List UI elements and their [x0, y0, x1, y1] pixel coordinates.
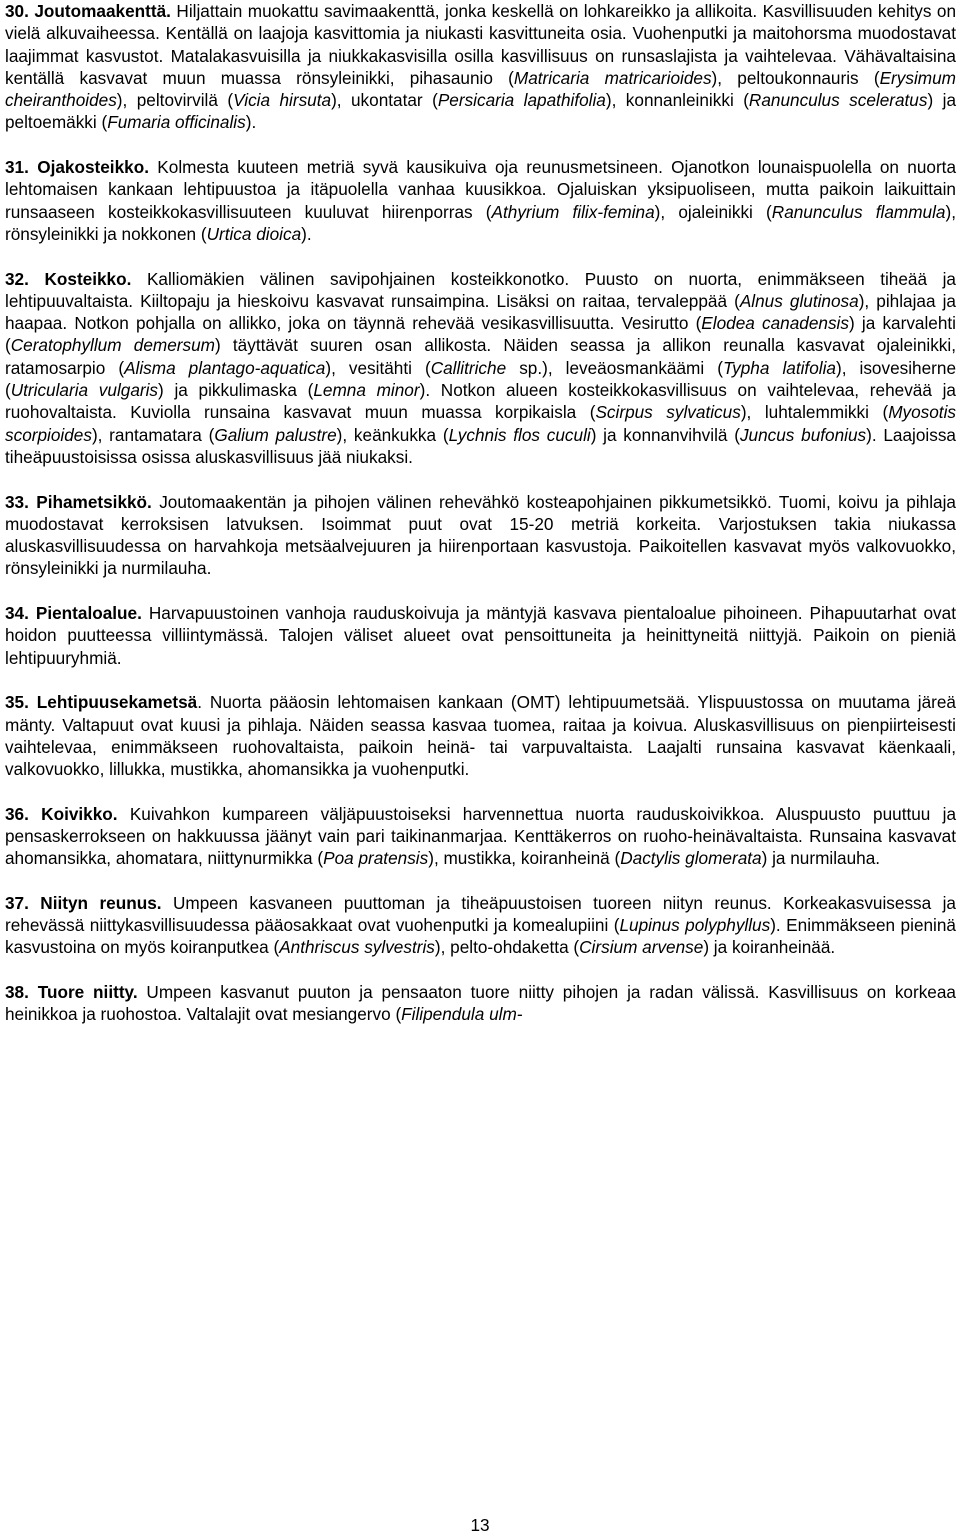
section-heading: 38. Tuore niitty. — [5, 982, 138, 1003]
section-38 — [5, 981, 956, 1026]
species-name: Lemna minor — [313, 380, 420, 401]
section-text: ), mustikka, koiranheinä ( — [428, 848, 621, 869]
section-text: ), isovesiherne ( — [5, 357, 956, 401]
section-text: Umpeen kasvanut puuton ja pensaaton tuore niitty pihojen ja radan välissä. Kasvillisuus on korkeaa heinikkoa ja ruohostoa. Valtalajit ovat mesiangervo ( — [5, 982, 956, 1025]
section-text: ) ja peltoemäkki ( — [5, 90, 957, 133]
species-name: Elodea canadensis — [701, 313, 849, 334]
section-heading: 34. Pientaloalue. — [5, 603, 142, 624]
section-text: ) täyttävät suuren osan allikosta. Näiden seassa ja allikon reunalla kasvavat ojaleinikki, ratamosarpio ( — [5, 335, 956, 378]
section-heading: 36. Koivikko. — [5, 803, 118, 824]
species-name: Scirpus sylvaticus — [595, 402, 741, 423]
section-text: ), vesitähti ( — [325, 357, 431, 378]
section-text: ), pelto-ohdaketta ( — [434, 937, 580, 958]
species-name: Myosotis scorpioides — [5, 402, 956, 445]
section-heading: 35. Lehtipuusekametsä — [5, 692, 198, 713]
species-name: Dactylis glomerata — [620, 848, 762, 869]
section-text: ), rantamatara ( — [91, 424, 215, 445]
species-name: Typha latifolia — [722, 357, 836, 378]
species-name: Cirsium arvense — [579, 937, 704, 958]
section-37 — [5, 892, 956, 959]
species-name: Persicaria lapathifolia — [437, 90, 606, 111]
species-name: Juncus bufonius — [739, 424, 867, 445]
species-name: Ranunculus flammula — [771, 201, 946, 222]
section-heading: 32. Kosteikko. — [5, 268, 132, 289]
section-text: ). — [245, 112, 257, 133]
section-text: ), ukontatar ( — [331, 90, 438, 111]
section-heading: 33. Pihametsikkö. — [5, 491, 152, 512]
section-text: Joutomaakentän ja pihojen välinen rehevähkö kosteapohjainen pikkumetsikkö. Tuomi, koivu ja pihlaja muodostavat kerroksisen latvuksen. Isoimmat puut ovat 15-20 metriä korkeita. Varjostuksen takia niukassa aluskasvillisuudessa on harvahkoja metsäalvejuuren ja hiirenportaan kasvustoja. Paikoitellen kasvavat myös valkovuokko, rönsyleinikki ja nurmilauha. — [5, 491, 956, 579]
section-heading: 37. Niityn reunus. — [5, 892, 162, 913]
page-number: 13 — [470, 1515, 490, 1535]
section-30 — [5, 0, 956, 134]
section-text: ), luhtalemmikki ( — [740, 402, 889, 423]
species-name: Filipendula ulm- — [401, 1004, 523, 1025]
species-name: Lupinus polyphyllus — [619, 915, 771, 936]
species-name: Ranunculus sceleratus — [748, 90, 928, 111]
section-31 — [5, 156, 956, 245]
species-name: Alnus glutinosa — [739, 290, 859, 311]
section-36 — [5, 803, 956, 870]
section-32 — [5, 268, 956, 469]
section-text: ), ojaleinikki ( — [654, 201, 772, 222]
species-name: Poa pratensis — [323, 848, 429, 869]
section-text: . Nuorta pääosin lehtomaisen kankaan (OMT) lehtipuumetsää. Ylispuustossa on muutama järeä mänty. Valtapuut ovat kuusi ja pihlaja. Näiden seassa kasvaa tuomea, raitaa ja koivua. Aluskasvillisuus on pienpiirteisesti vaihtelevaa, enimmäkseen ruohovaltaista, paikoin heinä- tai varpuvaltaista. Laajalti runsaina kasvavat käenkaali, valkovuokko, lillukka, mustikka, ahomansikka ja vuohenputki. — [5, 692, 956, 780]
section-text: ), peltovirvilä ( — [116, 90, 234, 111]
section-text: ), rönsyleinikki ja nokkonen ( — [5, 201, 956, 244]
species-name: Callitriche — [430, 357, 507, 378]
section-34 — [5, 602, 956, 669]
species-name: Galium palustre — [214, 424, 337, 445]
section-text: ), pihlajaa ja haapaa. Notkon pohjalla on allikko, joka on täynnä rehevää vesikasvillisuutta. Vesirutto ( — [5, 290, 956, 334]
section-heading: 30. Joutomaakenttä. — [5, 1, 171, 21]
section-text: ) ja karvalehti ( — [5, 313, 957, 356]
section-text: ), konnanleinikki ( — [605, 90, 749, 111]
section-text: ) ja koiranheinää. — [703, 937, 836, 958]
section-text: Hiljattain muokattu savimaakenttä, jonka keskellä on lohkareikko ja allikoita. Kasvillisuuden kehitys on vielä alkuvaiheessa. Kentällä on laajoja kasvittomia ja niukasti kasvittuneita osia. Vuohenputki ja maitohorsma muodostavat laajimmat kasvustot. Matalakasvuisilla ja niukkakasvisilla osilla kasvillisuus on runsaslajista ja vaihtelevaa. Vähävaltaisina kentällä kasvavat muun muassa rönsyleinikki, pihasaunio ( — [5, 1, 957, 88]
section-text: ). Enimmäkseen pieninä kasvustoina on myös koiranputkea ( — [5, 915, 956, 958]
section-text: sp.), leveäosmankäämi ( — [506, 357, 723, 378]
species-name: Matricaria matricarioides — [513, 67, 712, 88]
section-text: ). Laajoissa tiheäpuustoisissa osissa aluskasvillisuus jää niukaksi. — [5, 424, 956, 467]
section-text: ) ja pikkulimaska ( — [158, 380, 314, 401]
section-text: Kalliomäkien välinen savipohjainen kosteikkonotko. Puusto on nuorta, enimmäkseen tiheää ja lehtipuuvaltaista. Kiiltopaju ja hieskoivu kasvavat runsaimpina. Lisäksi on raitaa, tervaleppää ( — [5, 268, 956, 311]
section-text: ), peltoukonnauris ( — [711, 67, 880, 88]
species-name: Fumaria officinalis — [107, 112, 246, 133]
section-text: ), keänkukka ( — [336, 424, 449, 445]
section-text: ) ja nurmilauha. — [761, 848, 881, 869]
species-name: Lychnis flos cuculi — [448, 424, 591, 445]
section-text: Harvapuustoinen vanhoja rauduskoivuja ja mäntyjä kasvava pientaloalue pihoineen. Pihapuutarhat ovat hoidon puutteessa villiintymässä. Talojen väliset alueet ovat pensoittuneita ja heinittyneitä niittyjä. Paikoin on pieniä lehtipuuryhmiä. — [5, 603, 956, 668]
section-35 — [5, 691, 956, 780]
section-text: Umpeen kasvaneen puuttoman ja tiheäpuustoisen tuoreen niityn reunus. Korkeakasvuisessa ja rehevässä niittykasvillisuudessa pääosakkaat ovat vuohenputki ja komealupiini ( — [5, 892, 956, 936]
species-name: Vicia hirsuta — [233, 90, 332, 111]
section-text: ). Notkon alueen kosteikkokasvillisuus on vaihtelevaa, rehevää ja ruohovaltaista. Kuviolla runsaina kasvavat muun muassa korpikaisla ( — [5, 380, 956, 423]
section-text: ) ja konnanvihvilä ( — [590, 424, 740, 445]
species-name: Erysimum cheiranthoides — [5, 67, 956, 111]
species-name: Utricularia vulgaris — [10, 380, 159, 401]
section-text: ). — [301, 223, 312, 244]
species-name: Ceratophyllum demersum — [10, 335, 215, 356]
section-33 — [5, 491, 956, 580]
species-name: Alisma plantago-aquatica — [124, 357, 326, 378]
section-heading: 31. Ojakosteikko. — [5, 157, 149, 178]
section-text: Kolmesta kuuteen metriä syvä kausikuiva oja reunusmetsineen. Ojanotkon lounaispuolella on nuorta lehtomaisen kankaan lehtipuustoa ja itäpuolella vanhaa kuusikkoa. Ojaluiskan yksipuoliseen, mutta paikoin laikuittain runsaaseen kosteikkokasvillisuuteen kuuluvat hiirenporras ( — [5, 157, 957, 222]
document-page — [5, 0, 956, 1048]
section-text: Kuivahkon kumpareen väljäpuustoiseksi harvennettua nuorta rauduskoivikkoa. Aluspuusto puuttuu ja pensaskerrokseen on hakkuussa jäänyt vain pari taikinanmarjaa. Kenttäkerros on ruoho-heinävaltaista. Runsaina kasvavat ahomansikka, ahomatara, niittynurmikka ( — [5, 803, 956, 869]
species-name: Urtica dioica — [206, 223, 302, 244]
species-name: Anthriscus sylvestris — [279, 937, 435, 958]
species-name: Athyrium filix-femina — [491, 201, 655, 222]
